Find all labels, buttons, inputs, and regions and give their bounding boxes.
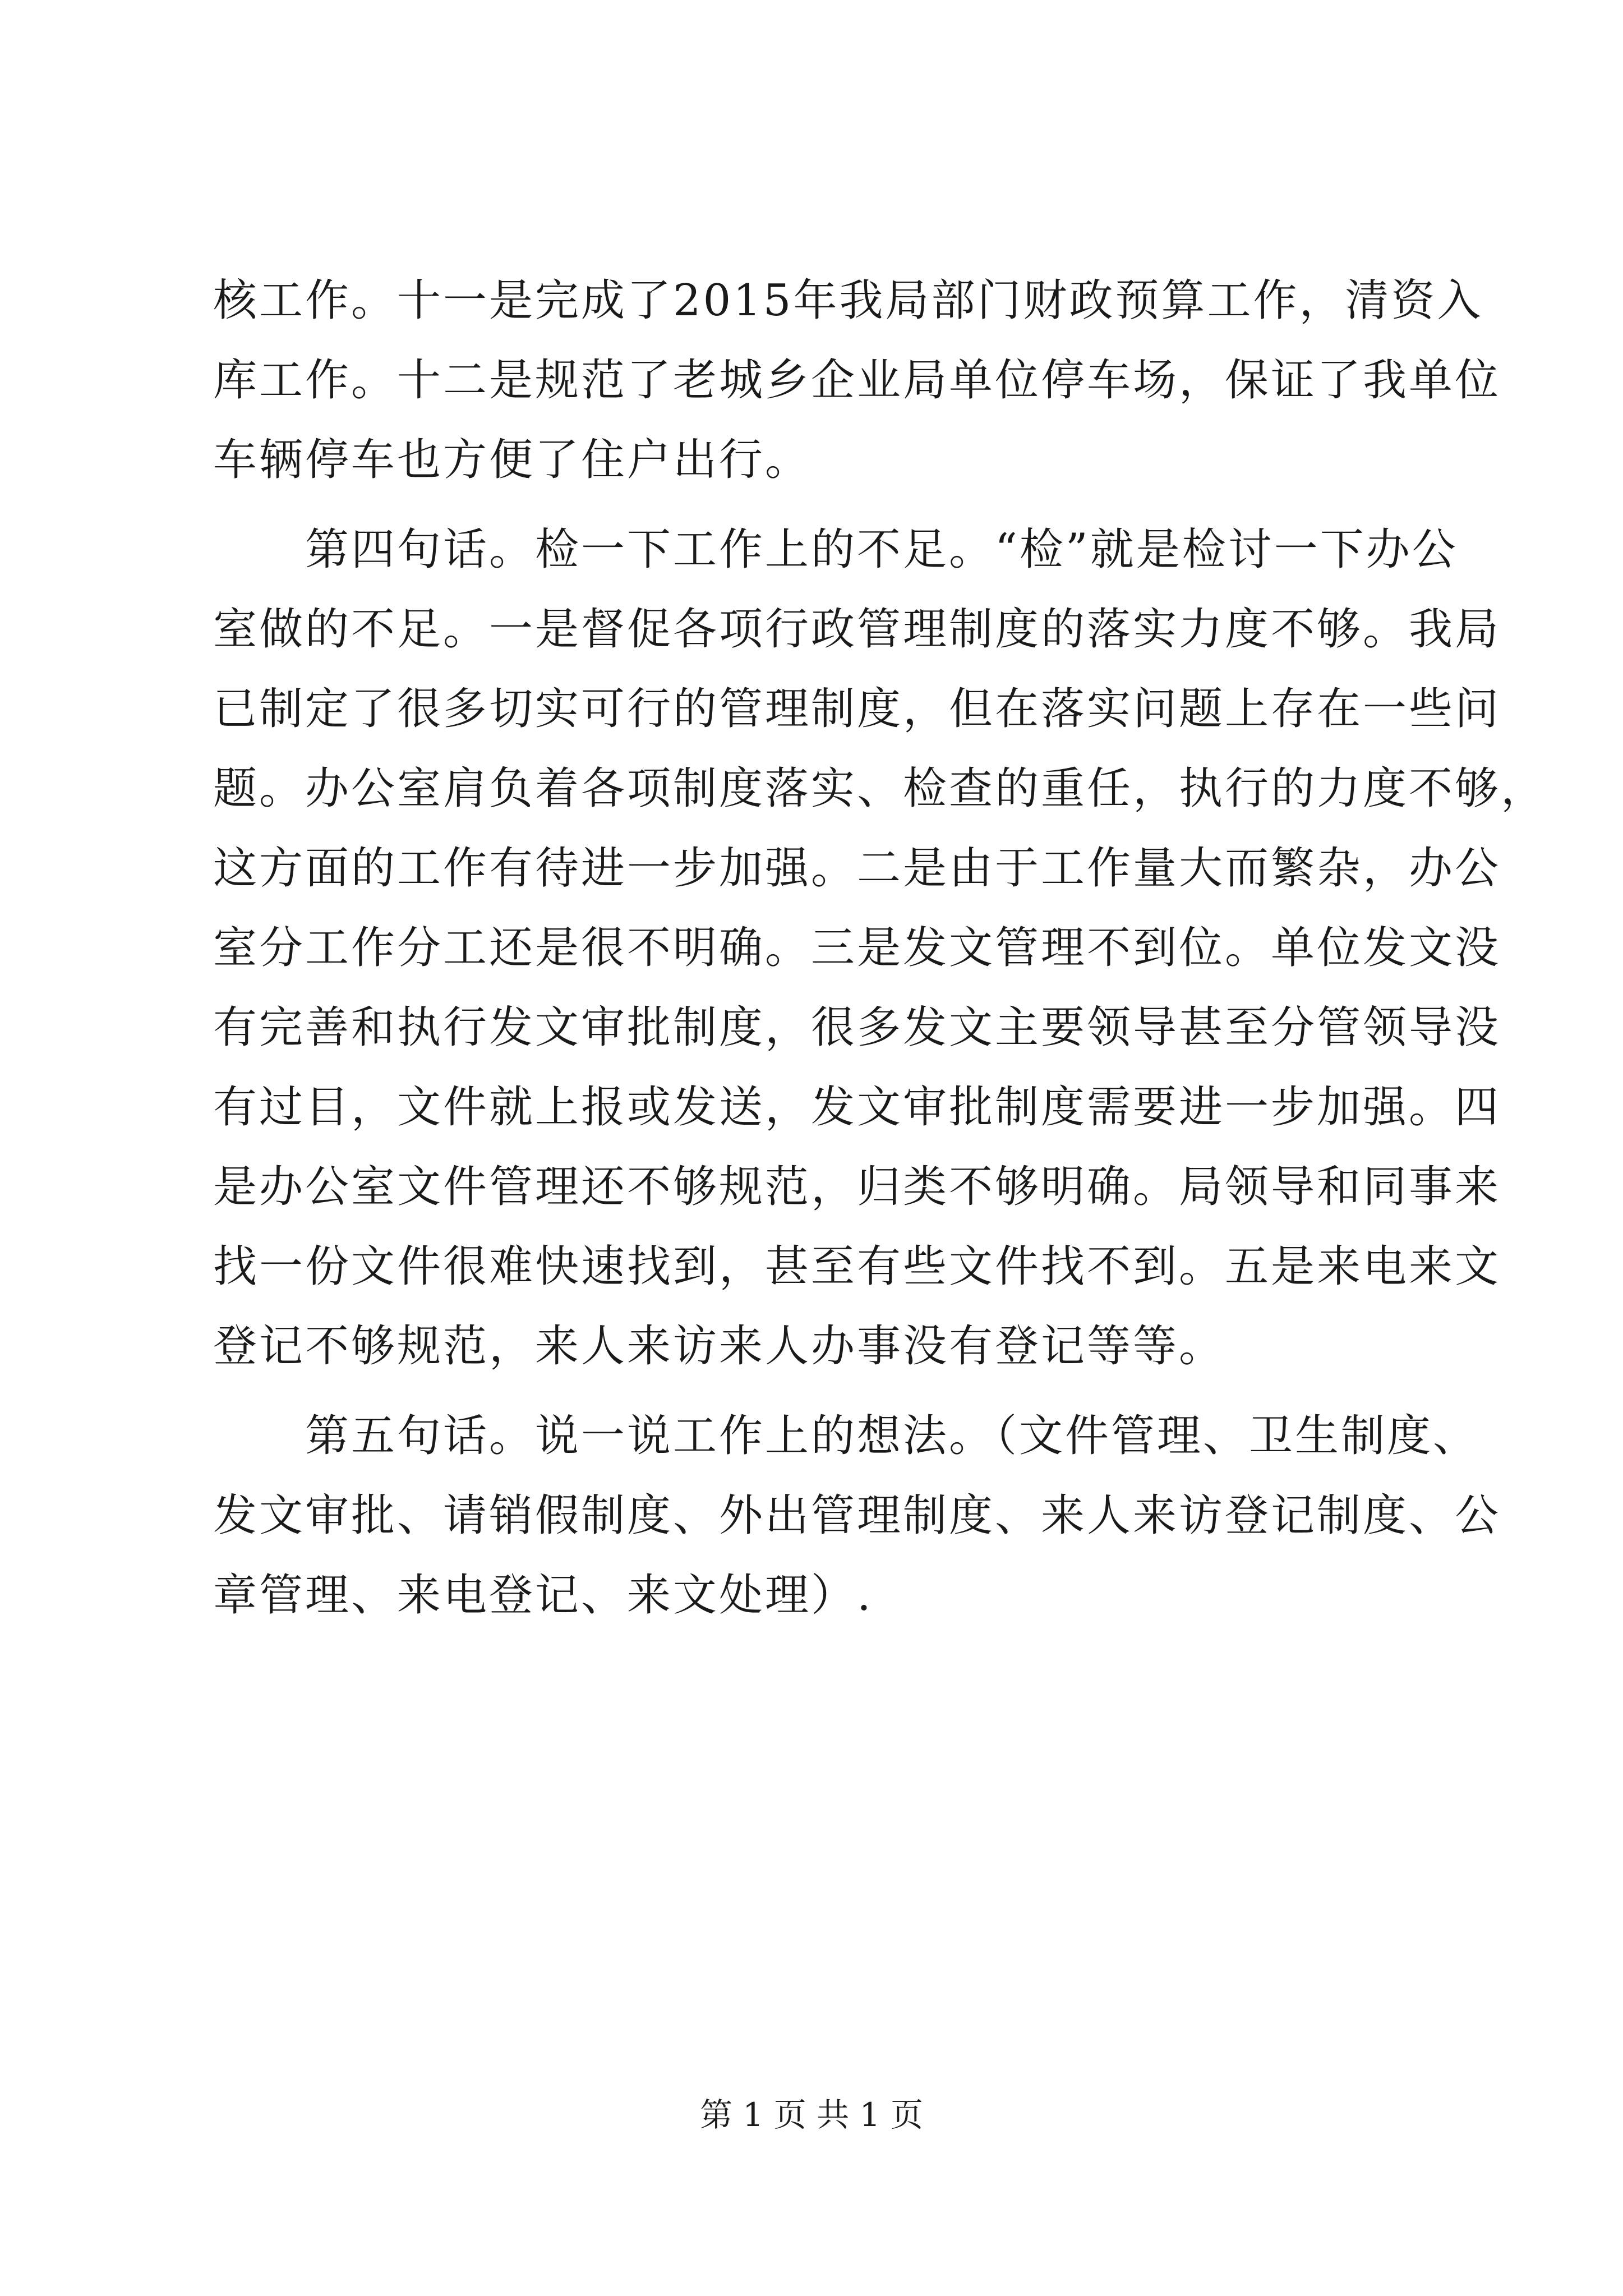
text-line: 室分工作分工还是很不明确。三是发文管理不到位。单位发文没	[213, 923, 1501, 973]
document-body	[213, 261, 1547, 1635]
text-line: 第五句话。说一说工作上的想法。（文件管理、卫生制度、	[213, 1411, 1479, 1461]
paragraph-1	[213, 261, 1501, 500]
text-line: 有完善和执行发文审批制度，很多发文主要领导甚至分管领导没	[213, 1002, 1501, 1053]
text-line: 库工作。十二是规范了老城乡企业局单位停车场，保证了我单位	[213, 355, 1501, 406]
text-line: 题。办公室肩负着各项制度落实、检查的重任，执行的力度不够，	[213, 763, 1547, 814]
text-line: 发文审批、请销假制度、外出管理制度、来人来访登记制度、公	[213, 1490, 1501, 1541]
text-line: 有过目，文件就上报或发送，发文审批制度需要进一步加强。四	[213, 1082, 1501, 1133]
text-line: 找一份文件很难快速找到，甚至有些文件找不到。五是来电来文	[213, 1241, 1501, 1292]
paragraph-3	[213, 1396, 1501, 1635]
paragraph-2	[213, 510, 1547, 1386]
paragraph-spacer	[213, 1386, 1413, 1396]
text-line: 是办公室文件管理还不够规范，归类不够明确。局领导和同事来	[213, 1162, 1501, 1212]
text-line: 章管理、来电登记、来文处理）.	[213, 1570, 873, 1621]
text-line: 车辆停车也方便了住户出行。	[213, 435, 811, 485]
text-line: 室做的不足。一是督促各项行政管理制度的落实力度不够。我局	[213, 604, 1501, 655]
text-line: 第四句话。检一下工作上的不足。“检”就是检讨一下办公	[213, 524, 1458, 575]
paragraph-spacer	[213, 500, 1413, 510]
text-line: 登记不够规范，来人来访来人办事没有登记等等。	[213, 1321, 1225, 1372]
text-line: 这方面的工作有待进一步加强。二是由于工作量大而繁杂，办公	[213, 843, 1501, 894]
text-line: 核工作。十一是完成了2015年我局部门财政预算工作，清资入	[213, 275, 1483, 326]
text-line: 已制定了很多切实可行的管理制度，但在落实问题上存在一些问	[213, 684, 1501, 734]
page-number-footer: 第 1 页 共 1 页	[700, 2096, 923, 2134]
